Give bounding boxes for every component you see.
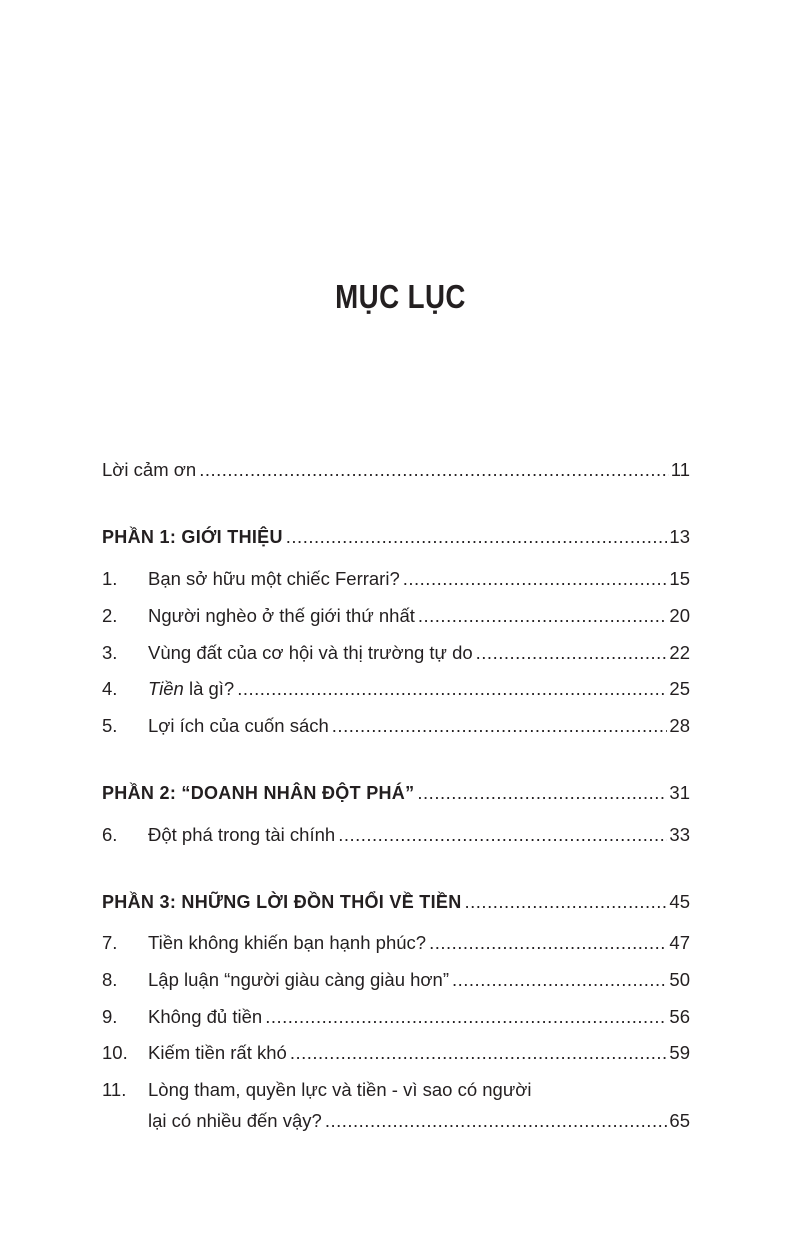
toc-chapter-4[interactable] [102, 676, 690, 702]
dot-leader [452, 967, 667, 993]
chapter-number: 2. [102, 605, 118, 626]
chapter-label: Tiền không khiến bạn hạnh phúc? [148, 932, 427, 953]
toc-page-number: 31 [669, 782, 690, 803]
chapter-label-italic: Tiền [148, 678, 184, 699]
toc-part-label: PHẦN 1: GIỚI THIỆU [102, 527, 283, 547]
toc-chapter-7[interactable] [102, 930, 690, 956]
toc-chapter-10[interactable] [102, 1040, 690, 1066]
chapter-number: 9. [102, 1006, 118, 1027]
dot-leader [286, 524, 668, 550]
toc-chapter-11-continuation[interactable] [148, 1108, 690, 1134]
toc-entry-acknowledgements[interactable] [102, 457, 690, 483]
dot-leader [332, 713, 668, 739]
chapter-number: 7. [102, 932, 118, 953]
toc-chapter-6[interactable] [102, 822, 690, 848]
chapter-number: 4. [102, 678, 118, 699]
chapter-label: Kiếm tiền rất khó [148, 1042, 287, 1063]
chapter-label [148, 676, 234, 702]
toc-chapter-1[interactable] [102, 566, 690, 592]
toc-chapter-5[interactable] [102, 713, 690, 739]
chapter-number: 1. [102, 568, 118, 589]
dot-leader [199, 457, 669, 483]
toc-page-number: 11 [670, 459, 690, 480]
dot-leader [429, 930, 667, 956]
chapter-label-rest: là gì? [183, 678, 235, 699]
chapter-label: Bạn sở hữu một chiếc Ferrari? [148, 568, 400, 589]
dot-leader [338, 822, 667, 848]
toc-page-number: 56 [669, 1006, 690, 1027]
chapter-label-line2: lại có nhiều đến vậy? [148, 1110, 322, 1131]
toc-page-number: 20 [669, 605, 690, 626]
dot-leader [325, 1108, 668, 1134]
dot-leader [476, 640, 668, 666]
dot-leader [417, 780, 667, 806]
dot-leader [465, 889, 668, 915]
toc-chapter-2[interactable] [102, 603, 690, 629]
toc-entry-label: Lời cảm ơn [102, 459, 197, 480]
chapter-label: Lập luận “người giàu càng giàu hơn” [148, 969, 449, 990]
chapter-number: 8. [102, 969, 118, 990]
toc-part-label: PHẦN 3: NHỮNG LỜI ĐỒN THỔI VỀ TIỀN [102, 892, 462, 912]
chapter-number: 5. [102, 715, 118, 736]
chapter-label: Vùng đất của cơ hội và thị trường tự do [148, 642, 473, 663]
toc-page-number: 59 [669, 1042, 690, 1063]
toc-page-number: 15 [669, 568, 690, 589]
toc-part-2[interactable] [102, 780, 690, 806]
chapter-number: 11. [102, 1079, 127, 1100]
dot-leader [403, 566, 668, 592]
toc-chapter-8[interactable] [102, 967, 690, 993]
toc-chapter-3[interactable] [102, 640, 690, 666]
dot-leader [265, 1004, 667, 1030]
chapter-label: Không đủ tiền [148, 1006, 263, 1027]
dot-leader [418, 603, 668, 629]
toc-page-number: 33 [669, 824, 690, 845]
toc-page-number: 47 [669, 932, 690, 953]
toc-part-label: PHẦN 2: “DOANH NHÂN ĐỘT PHÁ” [102, 783, 415, 803]
chapter-label-line1: Lòng tham, quyền lực và tiền - vì sao có người [148, 1079, 532, 1100]
toc-page-number: 65 [669, 1110, 690, 1131]
toc-part-3[interactable] [102, 889, 690, 915]
chapter-number: 6. [102, 824, 118, 845]
chapter-label: Lợi ích của cuốn sách [148, 715, 329, 736]
toc-page-number: 25 [669, 678, 690, 699]
toc-chapter-11[interactable] [102, 1077, 690, 1103]
toc-chapter-9[interactable] [102, 1004, 690, 1030]
toc-page-number: 50 [669, 969, 690, 990]
page-title: MỤC LỤC [335, 278, 466, 315]
toc-page-number: 45 [669, 891, 690, 912]
dot-leader [237, 676, 667, 702]
chapter-label: Đột phá trong tài chính [148, 824, 336, 845]
toc-page-number: 22 [669, 642, 690, 663]
toc-part-1[interactable] [102, 524, 690, 550]
chapter-number: 3. [102, 642, 118, 663]
chapter-number: 10. [102, 1042, 128, 1063]
dot-leader [290, 1040, 668, 1066]
chapter-label: Người nghèo ở thế giới thứ nhất [148, 605, 415, 626]
toc-page-number: 13 [669, 526, 690, 547]
toc-page-number: 28 [669, 715, 690, 736]
